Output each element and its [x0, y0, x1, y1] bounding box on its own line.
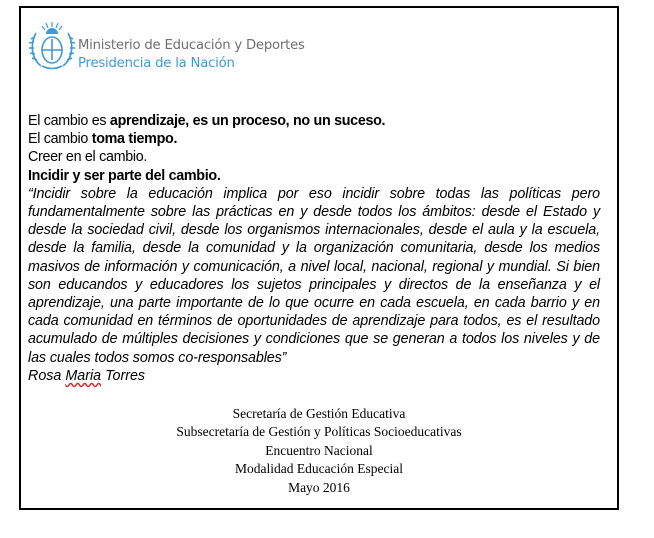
- document-frame: [19, 6, 619, 510]
- ministry-name: Ministerio de Educación y Deportes: [78, 38, 305, 53]
- author-last: Torres: [101, 367, 146, 384]
- argentina-coat-of-arms-icon: [27, 16, 77, 72]
- statement-2-prefix: El cambio: [28, 131, 92, 148]
- footer-block: [21, 405, 617, 497]
- footer-line-2: Subsecretaría de Gestión y Políticas Socioeducativas: [176, 424, 462, 440]
- author-first: Rosa: [28, 367, 66, 384]
- presidency-name: Presidencia de la Nación: [78, 56, 235, 71]
- footer-line-4: Modalidad Educación Especial: [235, 461, 403, 477]
- statement-2-bold: toma tiempo.: [91, 131, 178, 148]
- statement-1-prefix: El cambio es: [28, 113, 110, 129]
- statement-line-4: [28, 167, 600, 185]
- statement-4-bold: Incidir y ser parte del cambio.: [28, 167, 221, 184]
- statement-line-1: [28, 112, 600, 130]
- footer-line-5: Mayo 2016: [288, 479, 350, 495]
- statement-line-2: [28, 130, 600, 148]
- author-middle-spellcheck: Maria: [65, 367, 102, 384]
- main-text: [28, 112, 600, 385]
- statement-line-3: Creer en el cambio.: [28, 149, 148, 166]
- statement-1-bold: aprendizaje, es un proceso, no un suceso.: [109, 113, 386, 129]
- footer-line-3: Encuentro Nacional: [265, 442, 373, 458]
- footer-line-1: Secretaría de Gestión Educativa: [232, 406, 406, 421]
- quote-paragraph: “Incidir sobre la educación implica por eso incidir sobre todas las políticas pero fundamentalmente sobre las prácticas en y desde todos los ámbitos: desde el Estado y desde la sociedad civil, desde los organismos internacionales, desde el aula y la escuela, desde la familia, desde la comunidad y la organización comunitaria, desde los medios masivos de información y comunicación, a nivel local, nacional, regional y mundial. Si bien son educandos y educadores los sujetos principales y directos de la enseñanza y el aprendizaje, una parte importante de lo que ocurre en cada escuela, en cada barrio y en cada comunidad en términos de oportunidades de aprendizaje para todos, es el resultado acumulado de múltiples decisiones y condiciones que se generan a todos los niveles y de las cuales todos somos co-responsables”: [28, 185, 600, 366]
- quote-author: [28, 367, 600, 385]
